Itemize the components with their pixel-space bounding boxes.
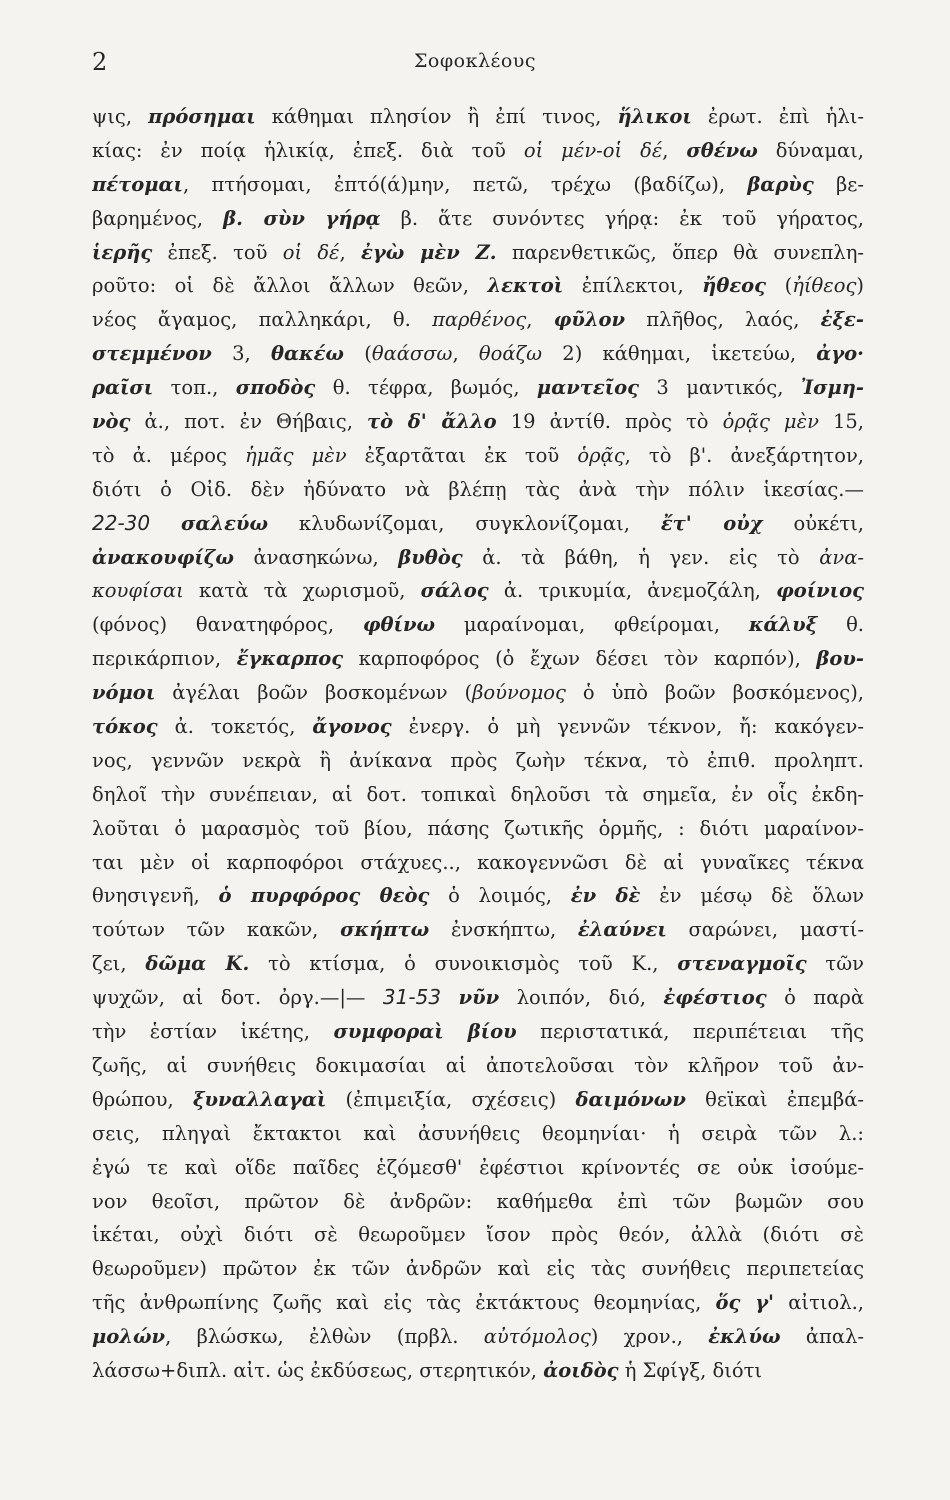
text-line: νον θεοῖσι, πρῶτον δὲ ἀνδρῶν: καθήμεθα ἐπὶ τῶν βωμῶν σου	[92, 1189, 864, 1213]
text-line: ται μὲν οἱ καρποφόροι στάχυες.., κακογεννῶσι δὲ αἱ γυναῖκες τέκνα	[92, 850, 864, 874]
text-line: περικάρπιον, ἔγκαρπος καρποφόρος (ὁ ἔχων δέσει τὸν καρπόν), βου-	[92, 647, 864, 671]
text-line: νέος ἄγαμος, παλληκάρι, θ. παρθένος, φῦλον πλῆθος, λαός, ἐξε-	[92, 308, 864, 332]
text-line: θρώπου, ξυναλλαγαὶ (ἐπιμειξία, σχέσεις) δαιμόνων θεϊκαὶ ἐπεμβά-	[92, 1087, 864, 1111]
text-line: ἱκέται, οὐχὶ διότι σὲ θεωροῦμεν ἴσον πρὸς θεόν, ἀλλὰ (διότι σὲ	[92, 1223, 864, 1247]
text-line: ἀνακουφίζω ἀνασηκώνω, βυθὸς ἀ. τὰ βάθη, ἡ γεν. εἰς τὸ ἀνα-	[92, 545, 864, 569]
text-line: δηλοῖ τὴν συνέπειαν, αἱ δοτ. τοπικαὶ δηλοῦσι τὰ σημεῖα, ἐν οἷς ἐκδη-	[92, 782, 864, 806]
page-header	[0, 48, 950, 78]
running-title: Σοφοκλέους	[413, 50, 536, 72]
text-line: τούτων τῶν κακῶν, σκήπτω ἐνσκήπτω, ἐλαύνει σαρώνει, μαστί-	[92, 918, 864, 942]
text-line: πέτομαι, πτήσομαι, ἐπτό(ά)μην, πετῶ, τρέχω (βαδίζω), βαρὺς βε-	[92, 172, 864, 196]
text-line: ροῦτο: οἱ δὲ ἄλλοι ἄλλων θεῶν, λεκτοὶ ἐπίλεκτοι, ἤθεος (ἠίθεος)	[92, 274, 864, 298]
text-line: ψυχῶν, αἱ δοτ. ὀργ.—|— 31-53 νῦν λοιπόν, διό, ἐφέστιος ὁ παρὰ	[92, 985, 864, 1010]
text-line: βαρημένος, β. σὺν γήρᾳ β. ἅτε συνόντες γήρᾳ: ἐκ τοῦ γήρατος,	[92, 206, 864, 230]
text-line: ζει, δῶμα Κ. τὸ κτίσμα, ὁ συνοικισμὸς τοῦ Κ., στεναγμοῖς τῶν	[92, 952, 864, 976]
text-line: λοῦται ὁ μαρασμὸς τοῦ βίου, πάσης ζωτικῆς ὁρμῆς, : διότι μαραίνον-	[92, 816, 864, 840]
text-line: θεωροῦμεν) πρῶτον ἐκ τῶν ἀνδρῶν καὶ εἰς τὰς συνήθεις περιπετείας	[92, 1257, 864, 1281]
text-line: ἱερῆς ἐπεξ. τοῦ οἱ δέ, ἐγὼ μὲν Ζ. παρενθετικῶς, ὅπερ θὰ συνεπλη-	[92, 240, 864, 264]
text-line: 22-30 σαλεύω κλυδωνίζομαι, συγκλονίζομαι, ἔτ' οὐχ οὐκέτι,	[92, 510, 864, 535]
text-line: κίας: ἐν ποίᾳ ἡλικίᾳ, ἐπεξ. διὰ τοῦ οἱ μέν-οἱ δέ, σθένω δύναμαι,	[92, 138, 864, 162]
text-line: ἐγώ τε καὶ οἵδε παῖδες ἑζόμεσθ' ἐφέστιοι κρίνοντές σε οὐκ ἰσούμε-	[92, 1155, 864, 1179]
text-line: κουφίσαι κατὰ τὰ χωρισμοῦ, σάλος ἀ. τρικυμία, ἀνεμοζάλη, φοίνιος	[92, 579, 864, 603]
text-line: νὸς ἀ., ποτ. ἐν Θήβαις, τὸ δ' ἄλλο 19 ἀντίθ. πρὸς τὸ ὁρᾷς μὲν 15,	[92, 410, 864, 434]
text-line: στεμμένον 3, θακέω (θαάσσω, θοάζω 2) κάθημαι, ἱκετεύω, ἀγο·	[92, 342, 864, 366]
text-line: σεις, πληγαὶ ἔκτακτοι καὶ ἀσυνήθεις θεομηνίαι· ἡ σειρὰ τῶν λ.:	[92, 1121, 864, 1145]
commentary-text	[92, 100, 864, 1388]
text-line: ραῖσι τοπ., σποδὸς θ. τέφρα, βωμός, μαντεῖος 3 μαντικός, Ἰσμη-	[92, 376, 864, 400]
text-line: (φόνος) θανατηφόρος, φθίνω μαραίνομαι, φθείρομαι, κάλυξ θ.	[92, 613, 864, 637]
text-line: ζωῆς, αἱ συνήθεις δοκιμασίαι αἱ ἀποτελοῦσαι τὸν κλῆρον τοῦ ἀν-	[92, 1053, 864, 1077]
text-line: τὸ ἀ. μέρος ἡμᾶς μὲν ἐξαρτᾶται ἐκ τοῦ ὁρᾷς, τὸ β'. ἀνεξάρτητον,	[92, 443, 864, 467]
text-line: θνησιγενῆ, ὁ πυρφόρος θεὸς ὁ λοιμός, ἐν δὲ ἐν μέσῳ δὲ ὅλων	[92, 884, 864, 908]
page-number: 2	[92, 48, 108, 76]
text-line: τῆς ἀνθρωπίνης ζωῆς καὶ εἰς τὰς ἐκτάκτους θεομηνίας, ὅς γ' αἰτιολ.,	[92, 1291, 864, 1315]
text-line: νος, γεννῶν νεκρὰ ἢ ἀνίκανα πρὸς ζωὴν τέκνα, τὸ ἐπιθ. προληπτ.	[92, 748, 864, 772]
text-line: νόμοι ἀγέλαι βοῶν βοσκομένων (βούνομος ὁ ὑπὸ βοῶν βοσκόμενος),	[92, 681, 864, 705]
text-line: ψις, πρόσημαι κάθημαι πλησίον ἢ ἐπί τινος, ἥλικοι ἐρωτ. ἐπὶ ἡλι-	[92, 105, 864, 128]
text-line: τόκος ἀ. τοκετός, ἄγονος ἐνεργ. ὁ μὴ γεννῶν τέκνον, ἤ: κακόγεν-	[92, 715, 864, 739]
text-line: λάσσω+διπλ. αἰτ. ὡς ἐκδύσεως, στερητικόν, ἀοιδὸς ἡ Σφίγξ, διότι	[92, 1358, 763, 1382]
text-line: μολών, βλώσκω, ἐλθὼν (πρβλ. αὐτόμολος) χρον., ἐκλύω ἀπαλ-	[92, 1325, 864, 1349]
text-line: διότι ὁ Οἰδ. δὲν ἠδύνατο νὰ βλέπῃ τὰς ἀνὰ τὴν πόλιν ἱκεσίας.—	[92, 477, 864, 501]
text-line: τὴν ἑστίαν ἱκέτης, συμφοραὶ βίου περιστατικά, περιπέτειαι τῆς	[92, 1020, 864, 1044]
